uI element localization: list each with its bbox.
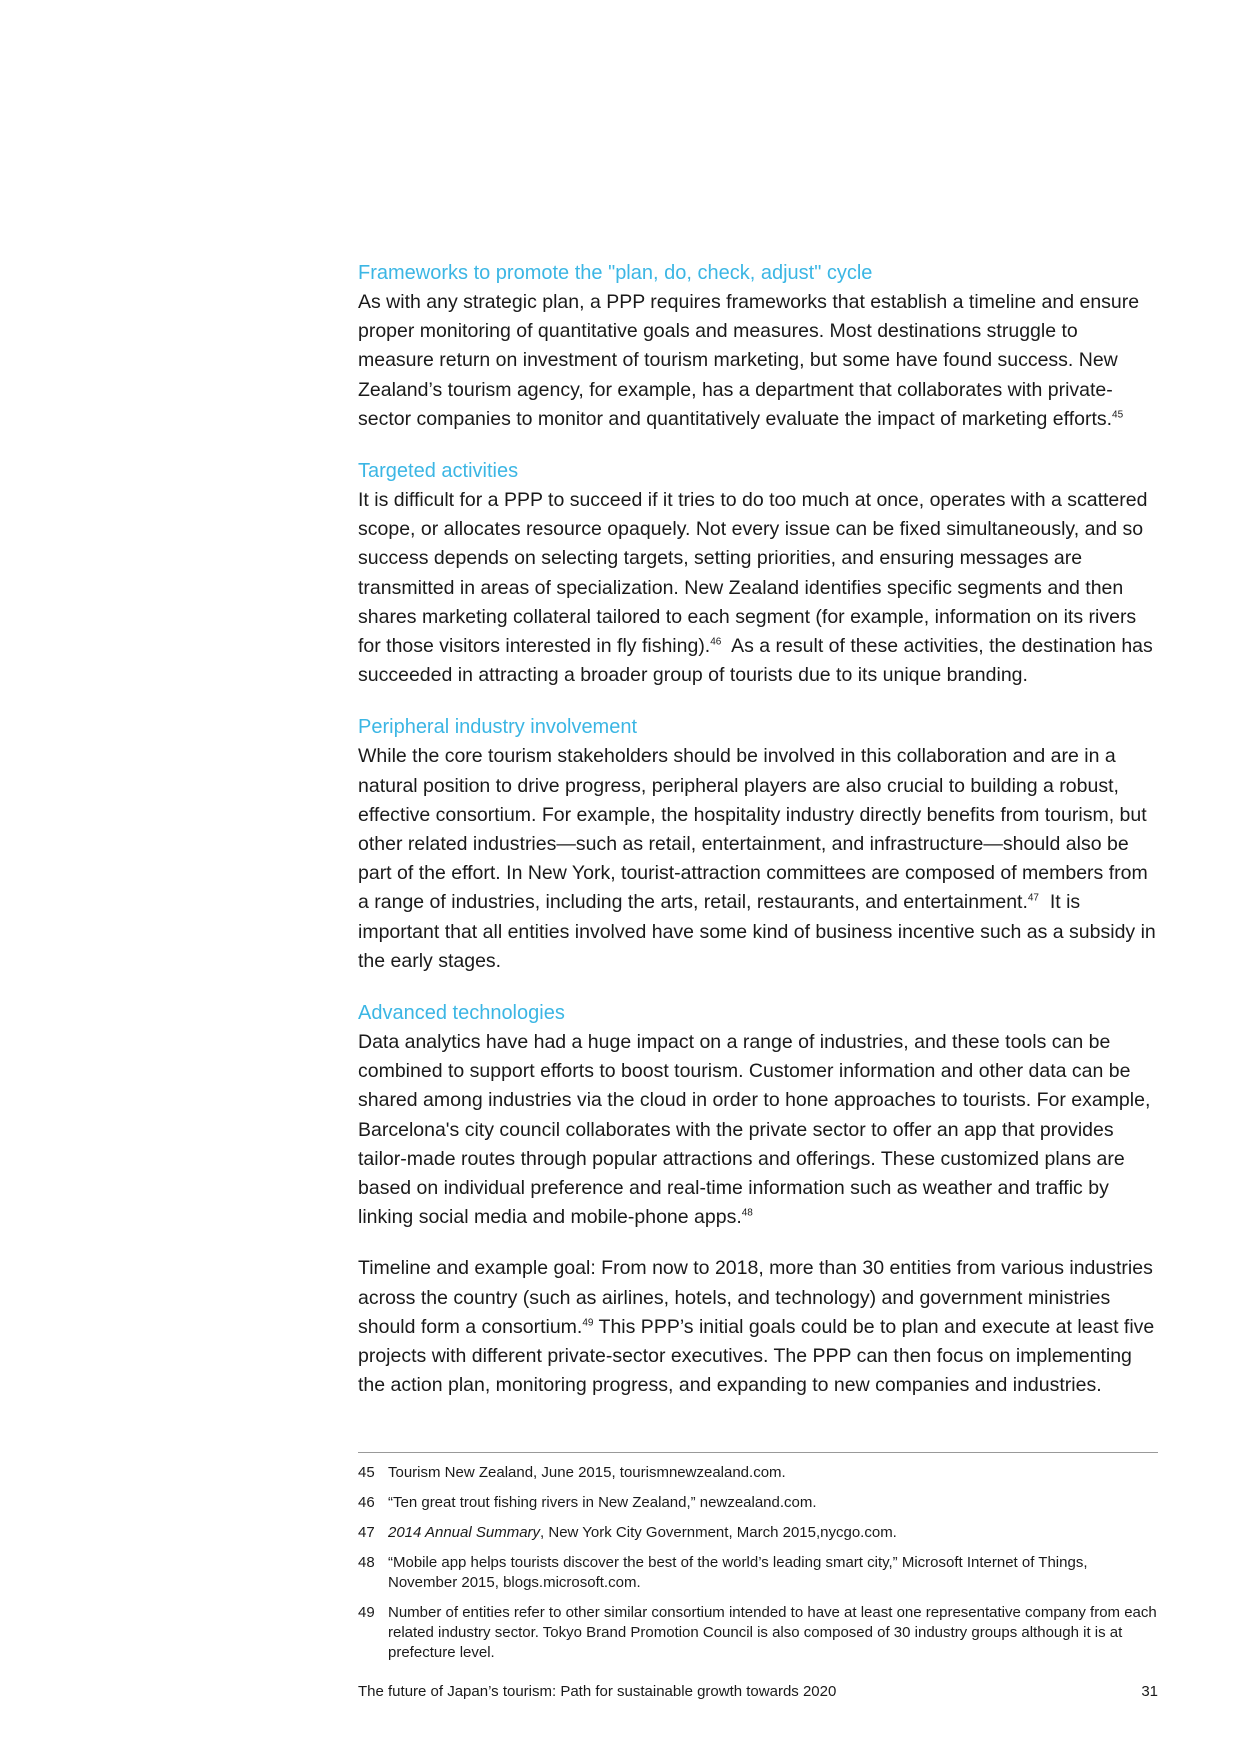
page-footer <box>358 1682 1158 1702</box>
footnote-number: 49 <box>358 1604 375 1621</box>
footnote-text: “Ten great trout fishing rivers in New Zealand,” newzealand.com. <box>388 1494 817 1511</box>
footnotes <box>358 1452 1158 1673</box>
section-peripheral-industry <box>358 712 1162 976</box>
footnote-item <box>358 1603 1158 1663</box>
footnote-text <box>388 1523 897 1543</box>
section-heading: Targeted activities <box>358 460 519 483</box>
footnote-text: Tourism New Zealand, June 2015, tourismnewzealand.com. <box>388 1464 786 1481</box>
section-advanced-technologies <box>358 998 1158 1232</box>
footnote-ref: 47 <box>1027 892 1039 904</box>
body-text: As a result of these activities, the destination has succeeded in attracting a broader group of tourists due to its unique branding. <box>358 635 1159 687</box>
footnote-item <box>358 1523 1158 1543</box>
footnote-number: 46 <box>358 1494 375 1511</box>
footnote-item <box>358 1463 1158 1483</box>
footnote-ref: 46 <box>710 636 722 648</box>
body-text: Timeline and example goal: From now to 2018, more than 30 entities from various industries across the country (such as airlines, hotels, and technology) and government ministries should form a consortium. <box>358 1257 1153 1338</box>
body-text: It is difficult for a PPP to succeed if it tries to do too much at once, operates with a scattered scope, or allocates resource opaquely. Not every issue can be fixed simultaneously, and so success depends on selecting targets, setting priorities, and ensuring messages are transmitted in areas of specialization. New Zealand identifies specific segments and then shares marketing collateral tailored to each segment (for example, information on its rivers for those visitors interested in fly fishing). <box>358 489 1148 658</box>
footer-title: The future of Japan’s tourism: Path for sustainable growth towards 2020 <box>358 1683 837 1700</box>
section-heading: Peripheral industry involvement <box>358 716 638 739</box>
footnote-number: 45 <box>358 1464 375 1481</box>
timeline-paragraph <box>358 1254 1158 1400</box>
section-heading: Frameworks to promote the "plan, do, check, adjust" cycle <box>358 262 873 284</box>
footnote-italic-title: 2014 Annual Summary <box>388 1524 541 1541</box>
section-frameworks <box>358 258 1158 434</box>
body-text: It is important that all entities involved have some kind of business incentive such as a subsidy in the early stages. <box>358 891 1162 972</box>
section-body <box>358 1028 1158 1232</box>
footnote-number: 47 <box>358 1524 375 1541</box>
footnote-ref: 45 <box>1112 409 1124 421</box>
footnote-item <box>358 1553 1158 1593</box>
footnote-text: “Mobile app helps tourists discover the best of the world’s leading smart city,” Microsoft Internet of Things, November 2015, blogs.microsoft.com. <box>388 1554 1088 1591</box>
footnote-ref: 48 <box>741 1207 753 1219</box>
section-body <box>358 288 1158 434</box>
body-text: As with any strategic plan, a PPP requires frameworks that establish a timeline and ensure proper monitoring of quantitative goals and measures. Most destinations struggle to measure return on investment of tourism marketing, but some have found success. New Zealand’s tourism agency, for example, has a department that collaborates with private-sector companies to monitor and quantitatively evaluate the impact of marketing efforts. <box>358 291 1140 430</box>
footnote-number: 48 <box>358 1554 375 1571</box>
footnote-text-rest: , New York City Government, March 2015,nycgo.com. <box>540 1524 897 1541</box>
section-targeted-activities <box>358 456 1158 690</box>
section-body <box>358 486 1158 690</box>
footnote-text: Number of entities refer to other similar consortium intended to have at least one representative company from each related industry sector. Tokyo Brand Promotion Council is also composed of 30 industry groups although it is at prefecture level. <box>388 1604 1157 1661</box>
main-content <box>358 258 1162 1401</box>
footnote-ref: 49 <box>582 1317 594 1329</box>
footnote-item <box>358 1493 1158 1513</box>
page-number: 31 <box>1141 1683 1158 1700</box>
body-text: This PPP’s initial goals could be to plan and execute at least five projects with different private-sector executives. The PPP can then focus on implementing the action plan, monitoring progress, and expanding to new companies and industries. <box>358 1315 1155 1397</box>
section-heading: Advanced technologies <box>358 1002 565 1025</box>
section-body <box>358 742 1162 976</box>
body-text: While the core tourism stakeholders should be involved in this collaboration and are in a natural position to drive progress, peripheral players are also crucial to building a robust, effective consortium. For example, the hospitality industry directly benefits from tourism, but other related industries—such as retail, entertainment, and infrastructure—should also be part of the effort. In New York, tourist-attraction committees are composed of members from a range of industries, including the arts, retail, restaurants, and entertainment. <box>358 745 1148 914</box>
body-text: Data analytics have had a huge impact on a range of industries, and these tools can be combined to support efforts to boost tourism. Customer information and other data can be shared among industries via the cloud in order to hone approaches to tourists. For example, Barcelona's city council collaborates with the private sector to offer an app that provides tailor-made routes through popular attractions and offerings. These customized plans are based on individual preference and real-time information such as weather and traffic by linking social media and mobile-phone apps. <box>358 1031 1151 1229</box>
